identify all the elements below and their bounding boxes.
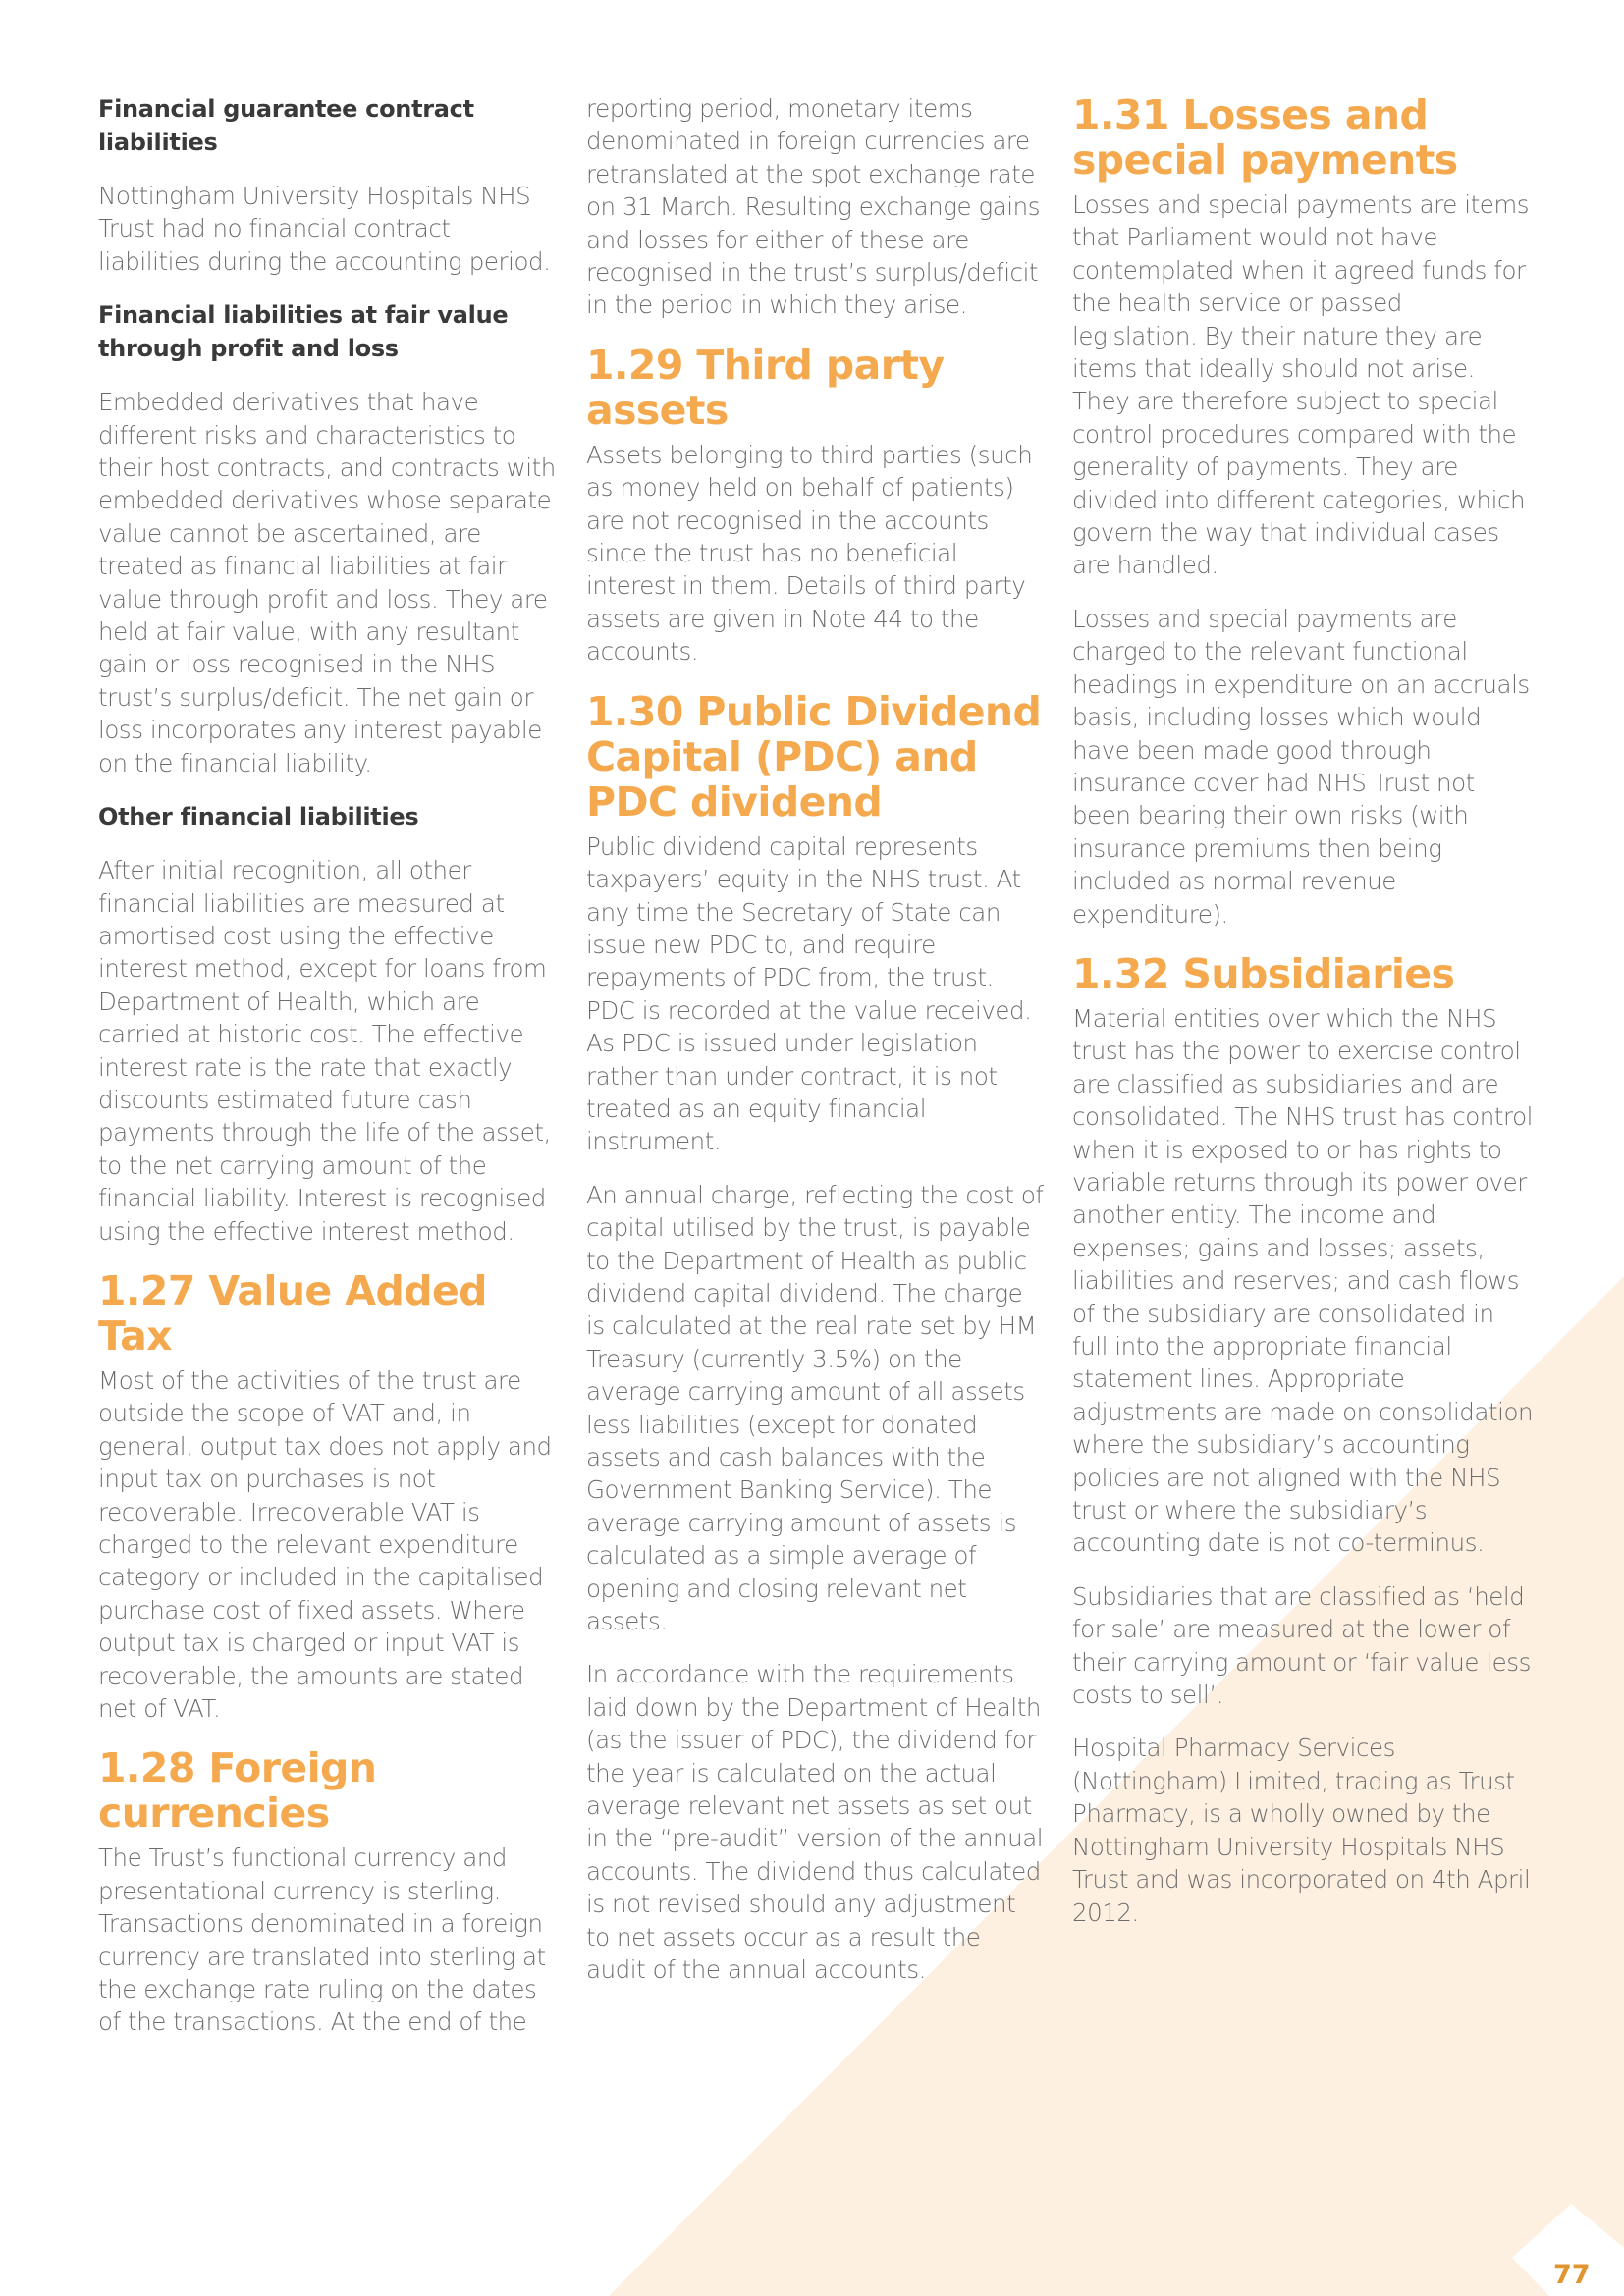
paragraph-pdc-1: Public dividend capital represents taxpayers’ equity in the NHS trust. At any time the Secretary of State can issue new PDC to, and require repayments of PDC from, the trust. PDC is recorded at the value received. As PDC is issued under legislation rather than under contract, it is not treated as an equity financial instrument.: [586, 831, 1032, 1156]
section-title-losses: 1.31 Losses and special payments: [1072, 91, 1458, 184]
section-title-third-party: 1.29 Third party assets: [586, 341, 945, 434]
paragraph-pdc-3: In accordance with the requirements laid down by the Department of Health (as the issuer of PDC), the dividend for the year is calculated on the actual average relevant net assets as set out in the “pre-audit” version of the annual accounts. The dividend thus calculated is not revised should any adjustment to net assets occur as a result the audit of the annual accounts.: [586, 1660, 1044, 1985]
page-number: 77: [1553, 2260, 1591, 2290]
paragraph-losses-2: Losses and special payments are charged to the relevant functional headings in expenditure on an accruals basis, including losses which would have been made good through insurance cover had NHS Trust not been bearing their own risks (with insurance premiums then being included as normal revenue expenditure).: [1072, 604, 1530, 929]
paragraph-fair-value: Embedded derivatives that have different risks and characteristics to their host contracts, and contracts with embedded derivatives whose separate value cannot be ascertained, are treated as financial liabilities at fair value through profit and loss. They are held at fair value, with any resultant gain or loss recognised in the NHS trust’s surplus/deficit. The net gain or loss incorporates any interest payable on the financial liability.: [98, 388, 556, 777]
paragraph-losses-1: Losses and special payments are items that Parliament would not have contemplated when it agreed funds for the health service or passed legislation. By their nature they are items that ideally should not arise. They are therefore subject to special control procedures compared with the generality of payments. They are divided into different categories, which govern the way that individual cases are handled.: [1072, 190, 1530, 580]
paragraph-other-liabilities: After initial recognition, all other financial liabilities are measured at amortised cost using the effective interest method, except for loans from Department of Health, which are carried at historic cost. The effective interest rate is the rate that exactly discounts estimated future cash payments through the life of the asset, to the net carrying amount of the financial liability. Interest is recognised using the effective interest method.: [98, 856, 551, 1246]
paragraph-foreign-currencies: The Trust’s functional currency and presentational currency is sterling. Transactions denominated in a foreign currency are translated into sterling at the exchange rate ruling on the dates of the transactions. At the end of the: [98, 1843, 546, 2037]
column-3: [1072, 92, 1534, 1949]
paragraph-subsidiaries-2: Subsidiaries that are classified as ‘held for sale’ are measured at the lower of their carrying amount or ‘fair value less costs to sell’.: [1072, 1581, 1531, 1710]
paragraph-third-party: Assets belonging to third parties (such as money held on behalf of patients) are not recognised in the accounts since the trust has no beneficial interest in them. Details of third party assets are given in Note 44 to the accounts.: [586, 440, 1033, 667]
section-title-vat: 1.27 Value Added Tax: [98, 1266, 487, 1360]
section-title-pdc: 1.30 Public Dividend Capital (PDC) and PDC dividend: [586, 687, 1042, 826]
column-1: [98, 92, 558, 2059]
paragraph-subsidiaries-3: Hospital Pharmacy Services (Nottingham) Limited, trading as Trust Pharmacy, is a wholly owned by the Nottingham University Hospitals NHS Trust and was incorporated on 4th April 2012.: [1072, 1734, 1531, 1927]
heading-fair-value: Financial liabilities at fair value through profit and loss: [98, 301, 509, 363]
paragraph-foreign-currencies-cont: reporting period, monetary items denominated in foreign currencies are retranslated at the spot exchange rate on 31 March. Resulting exchange gains and losses for either of these are recognised in the trust’s surplus/deficit in the period in which they arise.: [586, 94, 1041, 320]
paragraph-vat: Most of the activities of the trust are outside the scope of VAT and, in general, output tax does not apply and input tax on purchases is not recoverable. Irrecoverable VAT is charged to the relevant expenditure category or included in the capitalised purchase cost of fixed assets. Where output tax is charged or input VAT is recoverable, the amounts are stated net of VAT.: [98, 1365, 552, 1724]
section-title-foreign-currencies: 1.28 Foreign currencies: [98, 1744, 377, 1838]
paragraph-financial-guarantee: Nottingham University Hospitals NHS Trust had no financial contract liabilities during the accounting period.: [98, 182, 551, 276]
heading-other-liabilities: Other financial liabilities: [98, 803, 419, 831]
paragraph-pdc-2: An annual charge, reflecting the cost of capital utilised by the trust, is payable to the Department of Health as public dividend capital dividend. The charge is calculated at the real rate set by HM Treasury (currently 3.5%) on the average carrying amount of all assets less liabilities (except for donated assets and cash balances with the Government Banking Service). The average carrying amount of assets is calculated as a simple average of opening and closing relevant net assets.: [586, 1180, 1044, 1636]
section-title-subsidiaries: 1.32 Subsidiaries: [1072, 949, 1455, 997]
paragraph-subsidiaries-1: Material entities over which the NHS trust has the power to exercise control are classified as subsidiaries and are consolidated. The NHS trust has control when it is exposed to or has rights to variable returns through its power over another entity. The income and expenses; gains and losses; assets, liabilities and reserves; and cash flows of the subsidiary are consolidated in full into the appropriate financial statement lines. Appropriate adjustments are made on consolidation where the subsidiary’s accounting policies are not aligned with the NHS trust or where the subsidiary’s accounting date is not co-terminus.: [1072, 1003, 1534, 1558]
column-2: [586, 92, 1046, 2007]
heading-financial-guarantee: Financial guarantee contract liabilities: [98, 95, 474, 156]
